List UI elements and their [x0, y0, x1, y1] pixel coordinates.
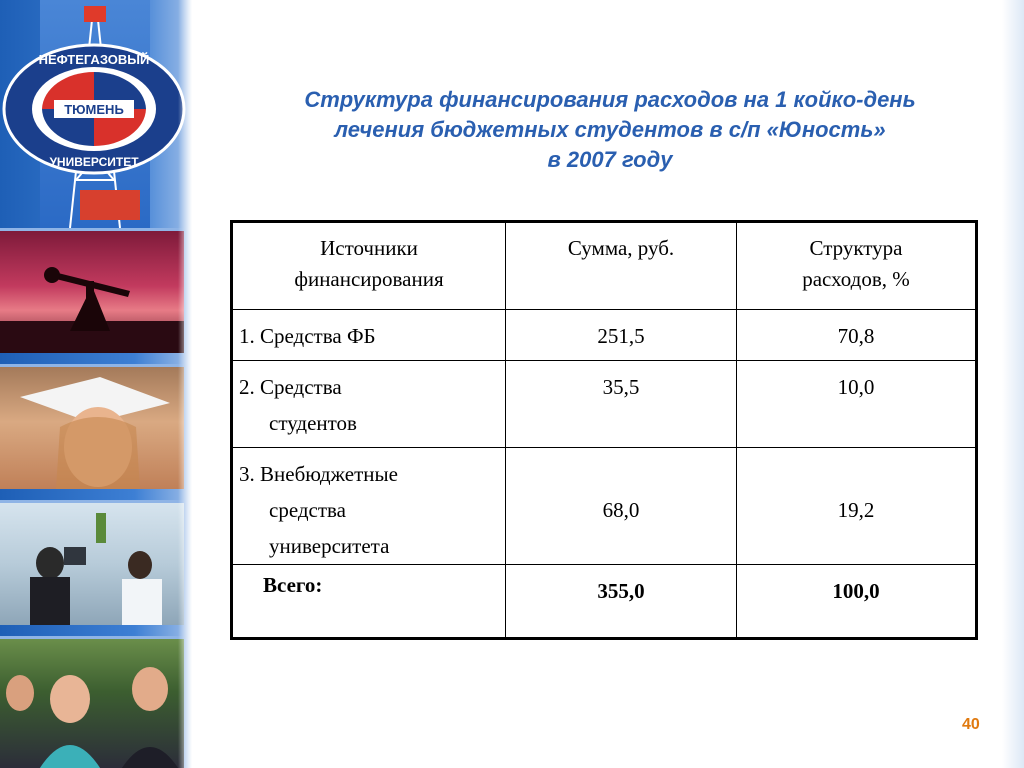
row-label-line: средства: [269, 498, 347, 522]
logo-bottom-text: УНИВЕРСИТЕТ: [49, 155, 139, 169]
header-structure-line-2: расходов, %: [802, 267, 910, 291]
title-line-2: лечения бюджетных студентов в с/п «Юность»: [334, 117, 886, 142]
row-share: [737, 310, 977, 361]
row-sum-value: 251,5: [597, 324, 645, 348]
table-row: [232, 310, 977, 361]
table-total-row: [232, 565, 977, 639]
university-logo: [2, 42, 186, 176]
header-sum: [506, 222, 737, 310]
row-label-line: 3. Внебюджетные: [239, 462, 398, 486]
row-label: [232, 361, 506, 448]
row-sum: [506, 361, 737, 448]
row-sum-value: 68,0: [602, 498, 640, 522]
page-number: 40: [962, 716, 980, 733]
total-label-text: Всего:: [263, 573, 323, 597]
header-sources: [232, 222, 506, 310]
row-label: [232, 310, 506, 361]
students-photo: [0, 636, 184, 768]
sidebar-decor: [0, 0, 192, 768]
logo-top-text: НЕФТЕГАЗОВЫЙ: [38, 52, 150, 67]
total-sum: [506, 565, 737, 639]
header-structure-line-1: Структура: [809, 236, 903, 260]
row-label: [232, 448, 506, 565]
oil-pump-photo: [0, 228, 184, 353]
total-share: [737, 565, 977, 639]
row-label-line: 2. Средства: [239, 375, 342, 399]
header-sources-line-1: Источники: [320, 236, 418, 260]
row-share-value: 70,8: [837, 324, 875, 348]
financing-table: [230, 220, 978, 640]
table-row: [232, 361, 977, 448]
header-sources-line-2: финансирования: [294, 267, 444, 291]
row-share: [737, 361, 977, 448]
row-share: [737, 448, 977, 565]
total-share-value: 100,0: [832, 579, 880, 603]
row-share-value: 19,2: [837, 498, 875, 522]
total-sum-value: 355,0: [597, 579, 645, 603]
header-sum-text: Сумма, руб.: [567, 236, 675, 260]
office-photo: [0, 500, 184, 625]
row-sum: [506, 310, 737, 361]
table-row: [232, 448, 977, 565]
header-structure: [737, 222, 977, 310]
title-line-3: в 2007 году: [547, 147, 673, 172]
graduate-girl-photo: [0, 364, 184, 489]
row-label-line: студентов: [269, 411, 357, 435]
slide-title: [200, 85, 1020, 175]
logo-middle-text: ТЮМЕНЬ: [64, 102, 124, 117]
row-sum: [506, 448, 737, 565]
row-sum-value: 35,5: [602, 375, 640, 399]
row-label-line: университета: [269, 534, 390, 558]
total-label: [232, 565, 506, 639]
row-share-value: 10,0: [837, 375, 875, 399]
row-label-line: 1. Средства ФБ: [239, 324, 376, 348]
title-line-1: Структура финансирования расходов на 1 койко-день: [304, 87, 916, 112]
table-header-row: [232, 222, 977, 310]
